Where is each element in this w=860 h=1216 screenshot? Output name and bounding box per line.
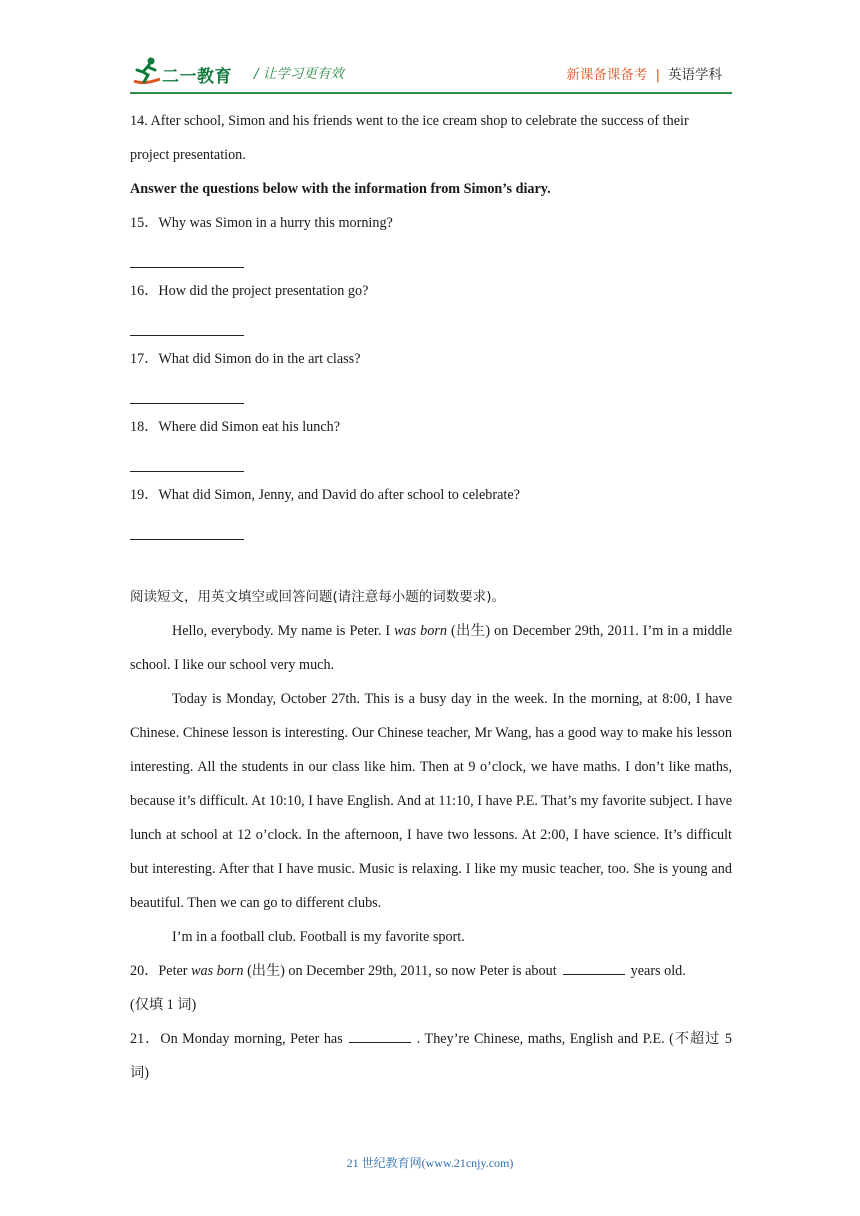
section-title: 阅读短文，用英文填空或回答问题(请注意每小题的词数要求)。 [130,589,506,605]
header-right [566,63,722,83]
slogan: / 让学习更有效 [254,66,344,82]
logo [130,55,240,89]
question-18: 18．Where did Simon eat his lunch? [130,419,341,435]
question-14-line-2: project presentation. [130,147,246,163]
question-text: years old. [630,963,686,979]
page-header [130,55,730,91]
answer-blank-15[interactable] [130,240,244,274]
question-20-note: (仅填 1 词) [130,997,197,1013]
question-text: . They’re Chinese, maths, English and P.E. (不超过 5 词) [130,1031,732,1081]
subject-label: 英语学科 [668,67,722,83]
logo-text: 二一教育 [162,67,232,87]
page-footer: 21 世纪教育网(www.21cnjy.com) [346,1156,514,1170]
passage-paragraph-1 [130,614,732,682]
passage-text: Hello, everybody. My name is Peter. I [172,623,395,639]
question-16: 16．How did the project presentation go? [130,283,369,299]
instruction: Answer the questions below with the information from Simon’s diary. [130,181,551,197]
question-text: (出生) on December 29th, 2011, so now Peter is about [243,963,557,979]
spacer [130,546,732,580]
answer-blank-19[interactable] [130,512,244,546]
course-label: 新课备课备考 [566,67,648,83]
answer-blank-16[interactable] [130,308,244,342]
emphasis-was-born: was born [394,623,447,639]
passage-paragraph-2: Today is Monday, October 27th. This is a busy day in the week. In the morning, at 8:00, I have Chinese. Chinese lesson is interesting. Our Chinese teacher, Mr Wang, has a good way to make his lesson interesting. All the students in our class like him. Then at 9 o’clock, we have maths. I don’t like maths, because it’s difficult. At 10:10, I have English. And at 11:10, I have P.E. That’s my favorite subject. I have lunch at school at 12 o’clock. In the afternoon, I have two lessons. At 2:00, I have science. It’s difficult but interesting. After that I have music. Music is relaxing. I like my music teacher, too. She is young and beautiful. Then we can go to different clubs. [130,691,732,911]
answer-blank-17[interactable] [130,376,244,410]
question-14-line-1: 14. After school, Simon and his friends went to the ice cream shop to celebrate the success of their [130,113,689,129]
header-separator: | [655,67,660,83]
emphasis-was-born: was born [191,963,244,979]
header-divider [130,92,732,94]
question-text: 21．On Monday morning, Peter has [130,1031,343,1047]
fill-blank-21[interactable] [349,1028,411,1043]
answer-blank-18[interactable] [130,444,244,478]
runner-logo-icon [130,55,164,89]
question-17: 17．What did Simon do in the art class? [130,351,361,367]
question-20 [130,954,732,988]
question-text: 20．Peter [130,963,192,979]
question-21 [130,1022,732,1090]
passage-paragraph-3: I’m in a football club. Football is my favorite sport. [172,929,465,945]
passage-text: (出生) on December 29th, 2011. I’m in a middle school. I like our school very much. [130,623,733,673]
document-body [130,104,732,1090]
fill-blank-20[interactable] [563,960,625,975]
question-19: 19．What did Simon, Jenny, and David do after school to celebrate? [130,487,520,503]
question-15: 15．Why was Simon in a hurry this morning? [130,215,393,231]
